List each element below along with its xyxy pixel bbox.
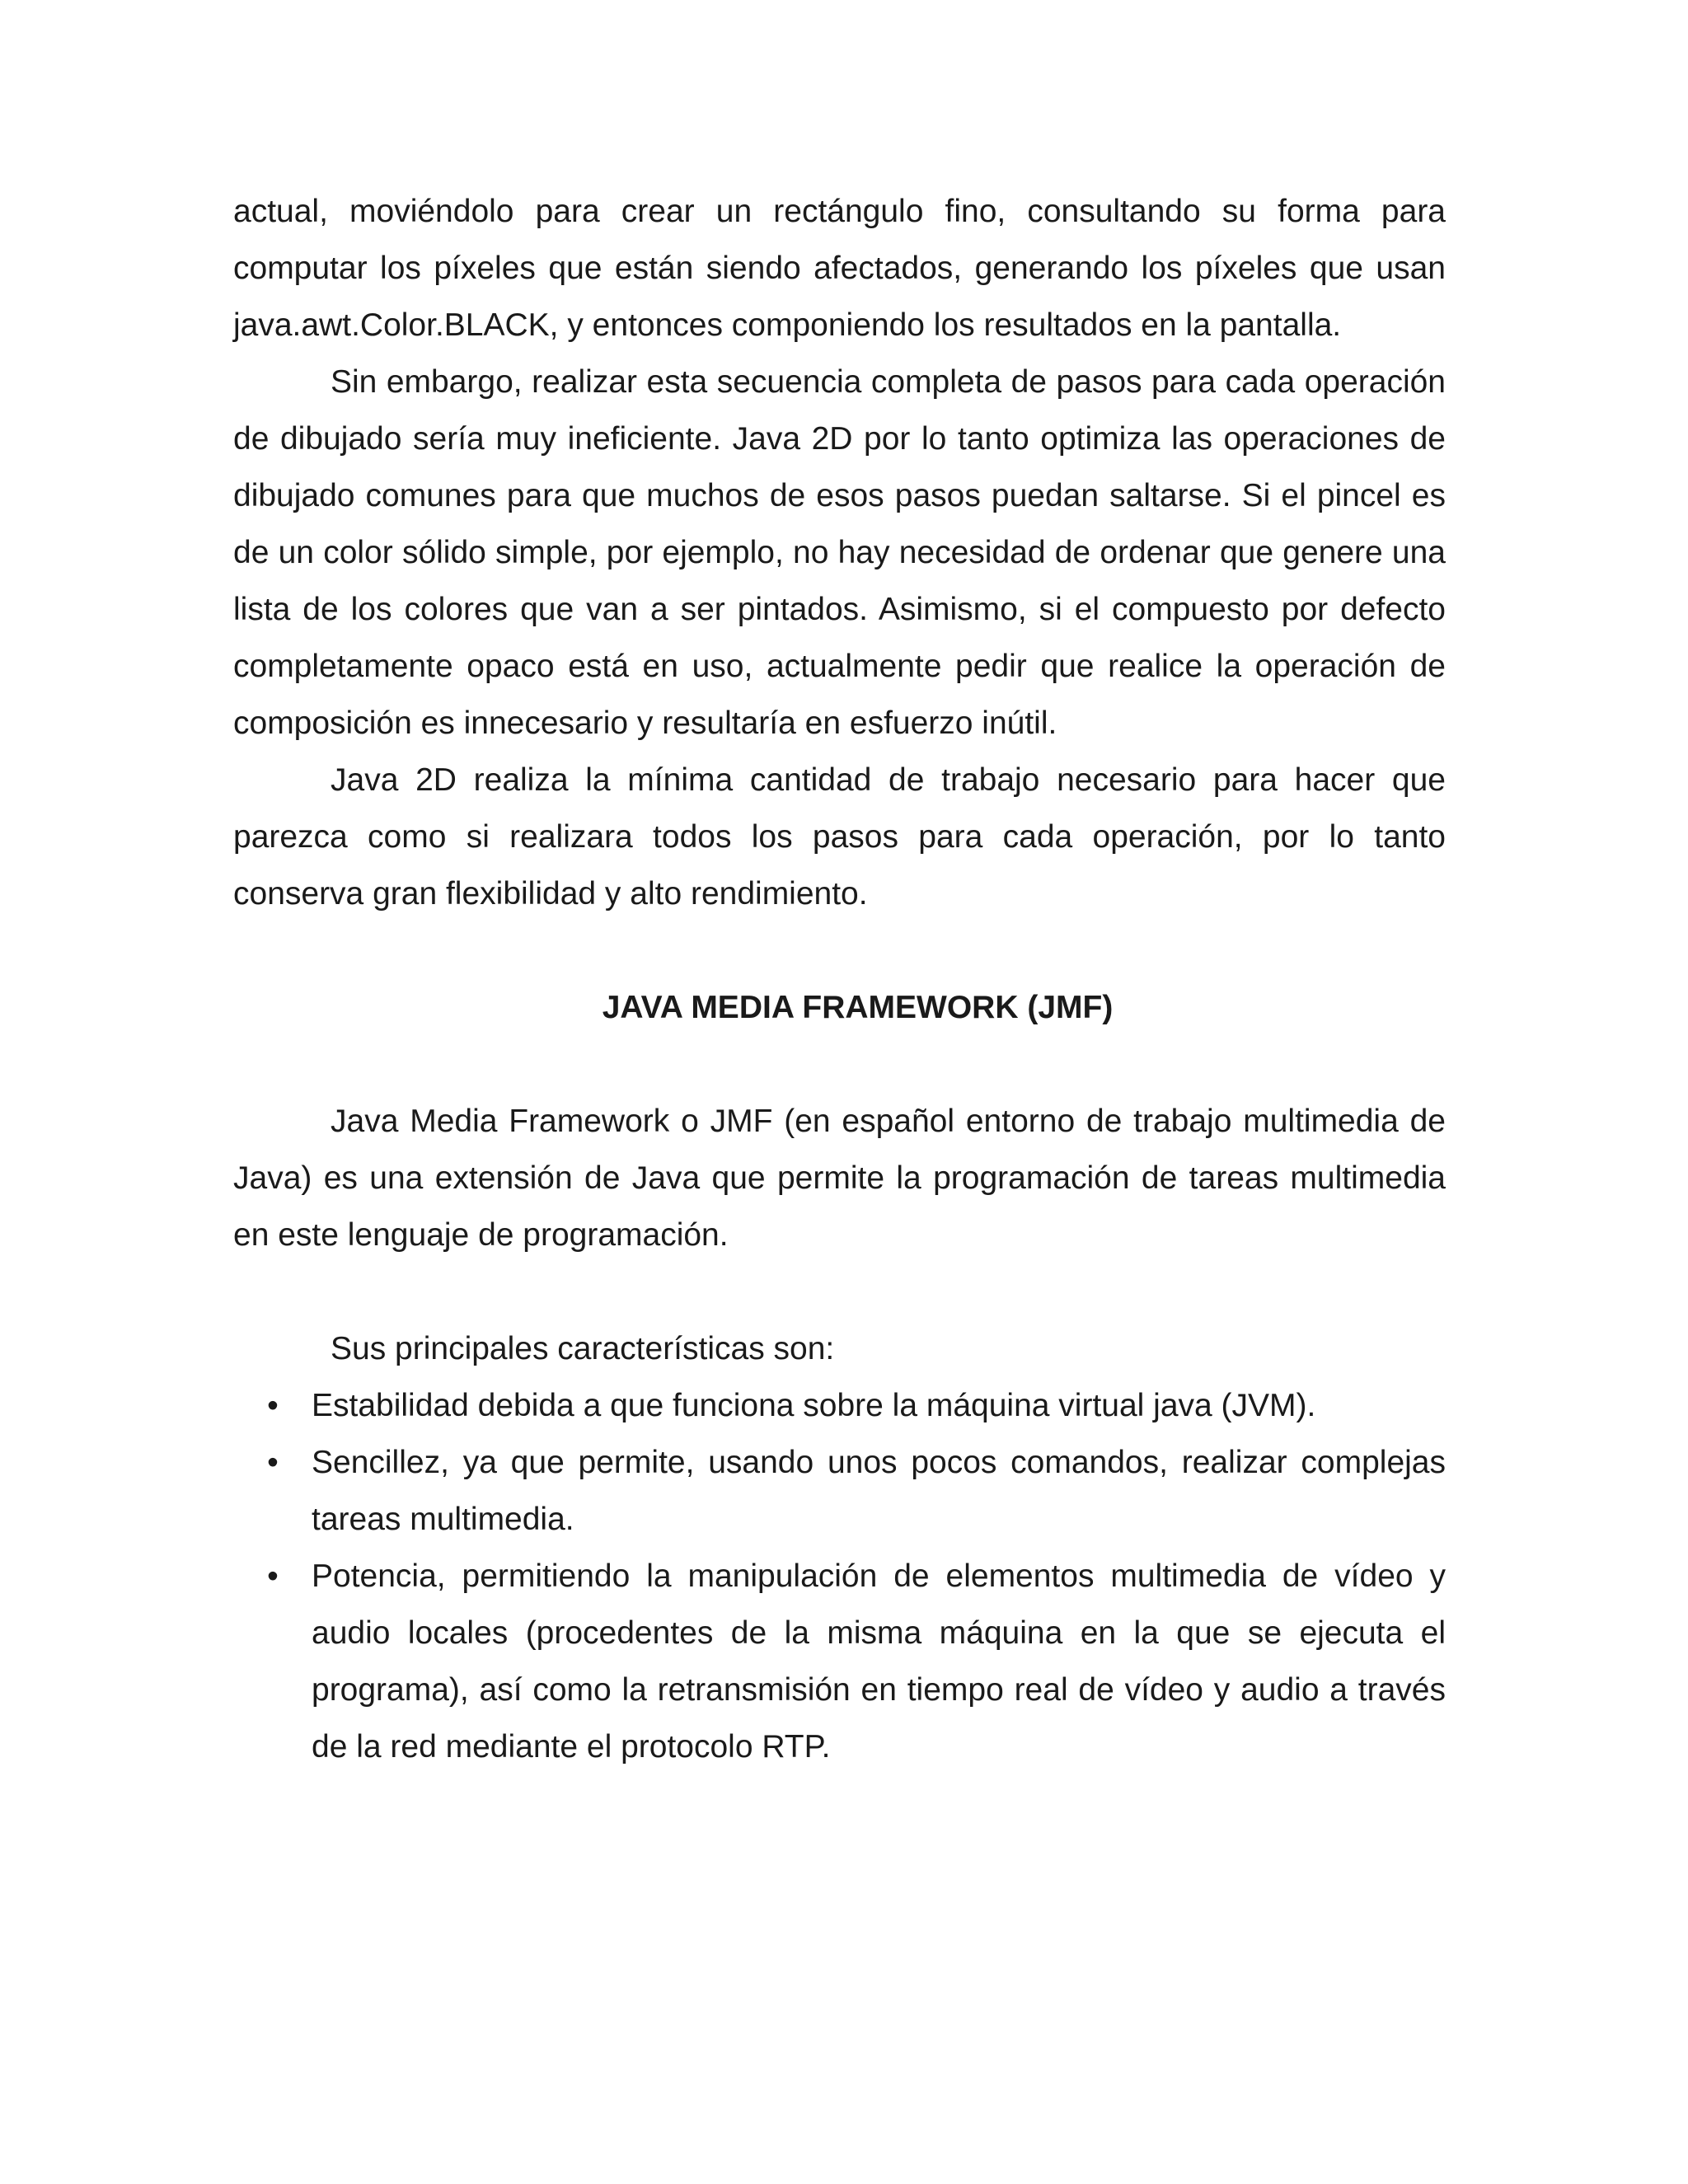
paragraph-optimization: Sin embargo, realizar esta secuencia completa de pasos para cada operación de dibujado sería muy ineficiente. Java 2D por lo tanto optimiza las operaciones de dibujado comunes para que muchos de esos pasos puedan saltarse. Si el pincel es de un color sólido simple, por ejemplo, no hay necesidad de ordenar que genere una lista de los colores que van a ser pintados. Asimismo, si el compuesto por defecto completamente opaco está en uso, actualmente pedir que realice la operación de composición es innecesario y resultaría en esfuerzo inútil. bbox=[233, 364, 1446, 741]
list-item bbox=[233, 1434, 1446, 1548]
paragraph-continuation: actual, moviéndolo para crear un rectángulo fino, consultando su forma para computar los píxeles que están siendo afectados, generando los píxeles que usan java.awt.Color.BLACK, y entonces componiendo los resultados en la pantalla. bbox=[233, 194, 1446, 343]
list-item-text: Sencillez, ya que permite, usando unos pocos comandos, realizar complejas tareas multimedia. bbox=[312, 1445, 1446, 1537]
list-item-text: Potencia, permitiendo la manipulación de elementos multimedia de vídeo y audio locales (procedentes de la misma máquina en la que se ejecuta el programa), así como la retransmisión en tiempo real de vídeo y audio a través de la red mediante el protocolo RTP. bbox=[312, 1558, 1446, 1765]
list-item-text: Estabilidad debida a que funciona sobre la máquina virtual java (JVM). bbox=[312, 1388, 1316, 1423]
section-title: JAVA MEDIA FRAMEWORK (JMF) bbox=[602, 990, 1114, 1025]
list-item bbox=[233, 1377, 1446, 1434]
paragraph-jmf-intro: Java Media Framework o JMF (en español entorno de trabajo multimedia de Java) es una extensión de Java que permite la programación de tareas multimedia en este lenguaje de programación. bbox=[233, 1104, 1446, 1253]
features-list bbox=[233, 1377, 1446, 1775]
page-content bbox=[233, 183, 1446, 1775]
bullet-icon: • bbox=[267, 1445, 279, 1480]
bullet-icon: • bbox=[267, 1558, 279, 1594]
paragraph-performance: Java 2D realiza la mínima cantidad de trabajo necesario para hacer que parezca como si realizara todos los pasos para cada operación, por lo tanto conserva gran flexibilidad y alto rendimiento. bbox=[233, 762, 1446, 912]
bullet-icon: • bbox=[267, 1388, 279, 1423]
features-intro: Sus principales características son: bbox=[331, 1331, 835, 1366]
paragraph-spacer bbox=[233, 1263, 1446, 1320]
list-item bbox=[233, 1548, 1446, 1775]
